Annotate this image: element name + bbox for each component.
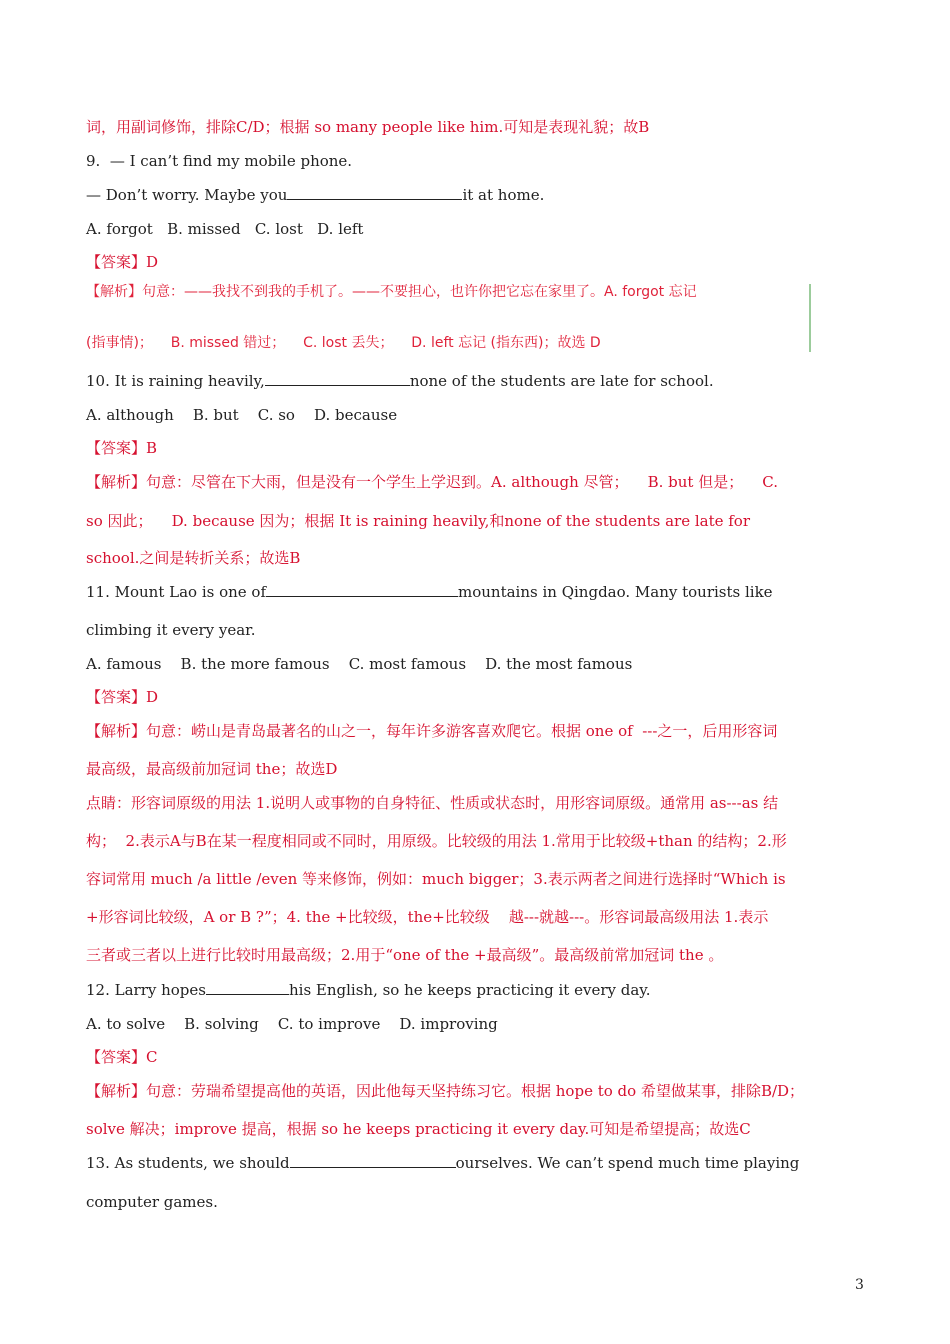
explanation-12-line-1: 【解析】句意：劳瑞希望提高他的英语，因此他每天坚持练习它。根据 hope to do 希望做某事，排除B/D；: [86, 1082, 805, 1100]
answer-11: 【答案】D: [86, 688, 159, 706]
question-10-line-1: [86, 371, 714, 391]
question-11-text-a: 11. Mount Lao is one of: [86, 583, 267, 601]
margin-mark: [809, 284, 811, 352]
explanation-line-8-end: 词，用副词修饰，排除C/D；根据 so many people like him.可知是表现礼貌；故B: [86, 118, 650, 136]
explanation-9-line-2: (指事情)； B. missed 错过； C. lost 丢失； D. left 忘记 (指东西)；故选 D: [86, 335, 601, 351]
answer-blank: [206, 980, 289, 995]
note-line-5: 三者或三者以上进行比较时用最高级；2.用于“one of the +最高级”。最高级前常加冠词 the 。: [86, 946, 724, 964]
question-10-options: A. although B. but C. so D. because: [86, 406, 398, 424]
question-12-text-b: his English, so he keeps practicing it every day.: [288, 981, 651, 999]
question-9-options: A. forgot B. missed C. lost D. left: [86, 220, 364, 238]
note-line-2: 构； 2.表示A与B在某一程度相同或不同时，用原级。比较级的用法 1.常用于比较级+than 的结构；2.形: [86, 832, 787, 850]
question-10-text-b: none of the students are late for school.: [409, 372, 714, 390]
note-line-1: 点睛：形容词原级的用法 1.说明人或事物的自身特征、性质或状态时，用形容词原级。通常用 as---as 结: [86, 794, 779, 812]
answer-blank: [265, 371, 410, 386]
question-9-text-b: it at home.: [462, 186, 545, 204]
question-13-line-2: computer games.: [86, 1193, 218, 1211]
answer-blank: [287, 185, 462, 200]
question-9-text-a: — Don’t worry. Maybe you: [86, 186, 288, 204]
page-number: 3: [855, 1277, 864, 1293]
explanation-11-line-1: 【解析】句意：崂山是青岛最著名的山之一，每年许多游客喜欢爬它。根据 one of ---之一，后用形容词: [86, 722, 778, 740]
explanation-10-line-3: school.之间是转折关系；故选B: [86, 549, 301, 567]
answer-10: 【答案】B: [86, 439, 158, 457]
question-10-text-a: 10. It is raining heavily,: [86, 372, 265, 390]
question-9-line-1: 9. — I can’t find my mobile phone.: [86, 152, 353, 170]
answer-blank: [266, 582, 458, 597]
question-13-text-b: ourselves. We can’t spend much time playing: [455, 1154, 800, 1172]
question-13-text-a: 13. As students, we should: [86, 1154, 290, 1172]
explanation-9-line-1: 【解析】句意：——我找不到我的手机了。——不要担心，也许你把它忘在家里了。A. forgot 忘记: [86, 284, 697, 300]
explanation-10-line-2: so 因此； D. because 因为；根据 It is raining heavily,和none of the students are late for: [86, 512, 750, 530]
question-13-line-1: [86, 1153, 799, 1173]
question-11-line-2: climbing it every year.: [86, 621, 256, 639]
question-11-options: A. famous B. the more famous C. most famous D. the most famous: [86, 655, 633, 673]
question-9-line-2: [86, 185, 544, 205]
question-12-text-a: 12. Larry hopes: [86, 981, 206, 999]
answer-9: 【答案】D: [86, 253, 159, 271]
note-line-4: +形容词比较级，A or B ?”；4. the +比较级，the+比较级 越---就越---。形容词最高级用法 1.表示: [86, 908, 769, 926]
question-11-text-b: mountains in Qingdao. Many tourists like: [458, 583, 773, 601]
explanation-11-line-2: 最高级，最高级前加冠词 the；故选D: [86, 760, 338, 778]
question-12-line-1: [86, 980, 651, 1000]
question-12-options: A. to solve B. solving C. to improve D. improving: [86, 1015, 498, 1033]
note-line-3: 容词常用 much /a little /even 等来修饰，例如：much bigger；3.表示两者之间进行选择时“Which is: [86, 870, 786, 888]
question-11-line-1: [86, 582, 773, 602]
explanation-12-line-2: solve 解决；improve 提高，根据 so he keeps practicing it every day.可知是希望提高；故选C: [86, 1120, 751, 1138]
answer-blank: [290, 1153, 456, 1168]
answer-12: 【答案】C: [86, 1048, 158, 1066]
explanation-10-line-1: 【解析】句意：尽管在下大雨，但是没有一个学生上学迟到。A. although 尽管； B. but 但是； C.: [86, 473, 778, 491]
